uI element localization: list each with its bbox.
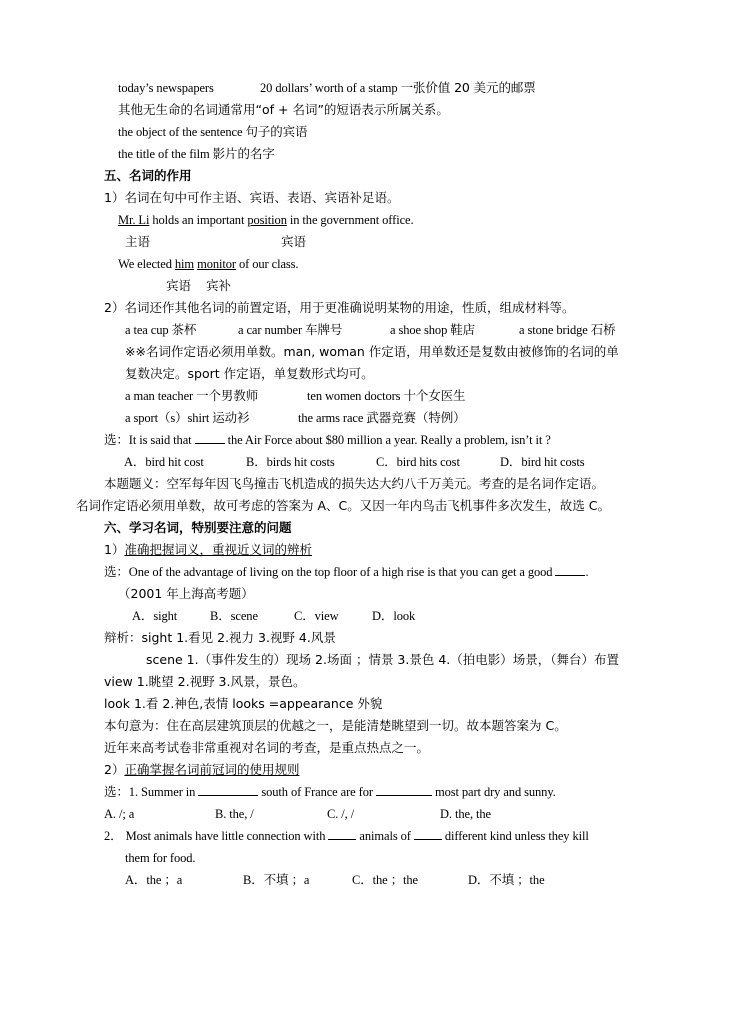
example-phrase: a shoe shop 鞋店 bbox=[390, 323, 476, 337]
option-d: D. the, the bbox=[440, 807, 491, 821]
sentence-text: We elected bbox=[118, 257, 175, 271]
question-text: the Air Force about $80 million a year. Really a problem, isn’t it ? bbox=[224, 433, 551, 447]
option-a: A．sight bbox=[132, 609, 178, 623]
example-phrase: a stone bridge 石桥 bbox=[519, 323, 616, 337]
complement-word: monitor bbox=[197, 257, 236, 271]
grammar-label: 主语 bbox=[125, 234, 151, 249]
question-text: . bbox=[585, 565, 589, 579]
analysis-text: scene 1.（事件发生的）现场 2.场面 ；情景 3.景色 4.（拍电影）场景，（舞台）布置 bbox=[146, 652, 620, 667]
answer-blank bbox=[376, 783, 432, 796]
option-b: B．不填 ；a bbox=[243, 873, 310, 887]
explanation-text: 名词作定语必须用单数，故可考虑的答案为 A、C。又因一年内鸟击飞机事件多次发生，故选 C。 bbox=[76, 498, 610, 513]
subsection-number: 2） bbox=[104, 762, 125, 777]
question-text: most part dry and sunny. bbox=[431, 785, 556, 799]
subsection-heading bbox=[104, 761, 299, 779]
note-text: ※※名词作定语必须用单数。man, woman 作定语，用单数还是复数由被修饰的名词的单 bbox=[125, 344, 619, 359]
example-phrase: ten women doctors 十个女医生 bbox=[307, 389, 466, 403]
question-text: south of France are for bbox=[258, 785, 376, 799]
option-d: D．bird hit costs bbox=[500, 455, 585, 469]
option-b: B．scene bbox=[210, 609, 258, 623]
body-text: 其他无生命的名词通常用“of + 名词”的短语表示所属关系。 bbox=[118, 102, 449, 117]
section-heading: 五、名词的作用 bbox=[104, 168, 192, 183]
explanation-text: 本题题义：空军每年因飞鸟撞击飞机造成的损失达大约八千万美元。考查的是名词作定语。 bbox=[104, 476, 605, 491]
body-text: 2）名词还作其他名词的前置定语，用于更准确说明某物的用途，性质，组成材料等。 bbox=[104, 300, 575, 315]
answer-blank bbox=[198, 783, 258, 796]
example-sentence bbox=[118, 255, 298, 273]
option-a: A. /; a bbox=[104, 807, 135, 821]
subsection-heading bbox=[104, 541, 312, 559]
object-word: position bbox=[247, 213, 287, 227]
sentence-text: of our class. bbox=[235, 257, 299, 271]
example-phrase: a car number 车牌号 bbox=[238, 323, 343, 337]
option-c: C．bird hits cost bbox=[376, 455, 460, 469]
subsection-title: 准确把握词义，重视近义词的辨析 bbox=[124, 542, 312, 557]
option-a: A．bird hit cost bbox=[124, 455, 204, 469]
answer-blank bbox=[555, 563, 585, 576]
question-stem bbox=[104, 563, 588, 581]
answer-blank bbox=[195, 431, 225, 444]
sentence-text: holds an important bbox=[149, 213, 248, 227]
question-text: 2． Most animals have little connection with bbox=[104, 829, 329, 843]
grammar-label: 宾补 bbox=[206, 278, 232, 293]
analysis-text: 辩析：sight 1.看见 2.视力 3.视野 4.风景 bbox=[104, 630, 336, 645]
example-line bbox=[260, 79, 536, 97]
subsection-number: 1） bbox=[104, 542, 125, 557]
sentence-text: in the government office. bbox=[286, 213, 414, 227]
example-phrase: a man teacher 一个男教师 bbox=[125, 389, 259, 403]
subsection-title: 正确掌握名词前冠词的使用规则 bbox=[124, 762, 300, 777]
question-text: 选：1. Summer in bbox=[104, 785, 199, 799]
explanation-text: 近年来高考试卷非常重视对名词的考查，是重点热点之一。 bbox=[104, 740, 430, 755]
example-phrase: 20 dollars’ worth of a stamp bbox=[260, 81, 398, 95]
option-c: C．view bbox=[294, 609, 339, 623]
example-translation: 一张价值 20 美元的邮票 bbox=[400, 80, 536, 95]
question-stem bbox=[104, 783, 556, 801]
option-c: C．the ；the bbox=[352, 873, 419, 887]
option-a: A．the ；a bbox=[125, 873, 183, 887]
option-c: C. /, / bbox=[327, 807, 355, 821]
answer-blank bbox=[414, 827, 442, 840]
grammar-label: 宾语 bbox=[166, 278, 192, 293]
example-phrase: the arms race 武器竞赛（特例） bbox=[298, 411, 466, 425]
example-sentence bbox=[118, 211, 414, 229]
question-text: them for food. bbox=[125, 851, 196, 865]
question-stem bbox=[104, 827, 589, 845]
example-line: the object of the sentence 句子的宾语 bbox=[118, 125, 308, 139]
question-text: animals of bbox=[356, 829, 414, 843]
analysis-text: look 1.看 2.神色,表情 looks =appearance 外貌 bbox=[104, 696, 383, 711]
explanation-text: 本句意为：住在高层建筑顶层的优越之一，是能清楚眺望到一切。故本题答案为 C。 bbox=[104, 718, 567, 733]
subject-word: Mr. Li bbox=[118, 213, 150, 227]
grammar-label: 宾语 bbox=[281, 234, 307, 249]
analysis-text: view 1.眺望 2.视野 3.风景，景色。 bbox=[104, 674, 306, 689]
object-word: him bbox=[174, 257, 195, 271]
question-text: different kind unless they kill bbox=[441, 829, 589, 843]
option-d: D．look bbox=[372, 609, 416, 623]
example-phrase: a sport（s）shirt 运动衫 bbox=[125, 411, 250, 425]
example-line: the title of the film 影片的名字 bbox=[118, 147, 275, 161]
section-heading: 六、学习名词，特别要注意的问题 bbox=[104, 520, 292, 535]
body-text: 1）名词在句中可作主语、宾语、表语、宾语补足语。 bbox=[104, 190, 400, 205]
note-text: 复数决定。sport 作定语，单复数形式均可。 bbox=[125, 366, 374, 381]
question-stem bbox=[104, 431, 551, 449]
answer-blank bbox=[328, 827, 356, 840]
option-b: B．birds hit costs bbox=[246, 455, 335, 469]
example-phrase: today’s newspapers bbox=[118, 81, 214, 95]
question-source: （2001 年上海高考题） bbox=[118, 586, 254, 601]
question-text: 选：One of the advantage of living on the top floor of a high rise is that you can get a good bbox=[104, 565, 556, 579]
option-b: B. the, / bbox=[215, 807, 254, 821]
question-text: 选：It is said that bbox=[104, 433, 195, 447]
option-d: D．不填 ；the bbox=[468, 873, 545, 887]
example-line bbox=[118, 79, 214, 97]
example-phrase: a tea cup 茶杯 bbox=[125, 323, 197, 337]
